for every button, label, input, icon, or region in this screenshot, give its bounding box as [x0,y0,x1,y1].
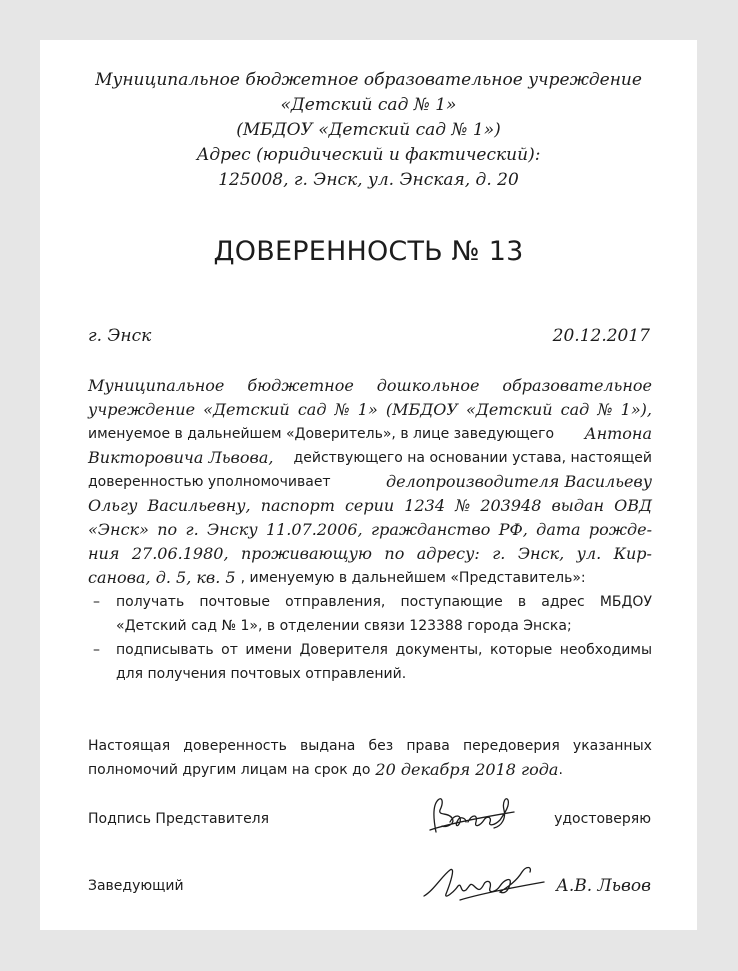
word: Кир- [613,544,652,563]
word: документы, [395,642,483,658]
word: права [406,738,450,754]
word: «Детский [466,400,553,419]
header-line: 125008, г. Энск, ул. Энская, д. 20 [218,170,519,190]
head-name: А.В. Львов [555,876,651,896]
word: 27.06.1980, [131,544,229,563]
representative-text: Викторовича Львова, [88,448,274,467]
word: Энск, [517,544,565,563]
word: в [517,594,527,610]
word: ОВД [614,496,652,515]
list-item [88,590,652,614]
body-text: , именуемую в дальнейшем «Представитель»: [240,570,586,586]
word: выдан [551,496,605,515]
header-line: «Детский сад № 1» [280,95,457,115]
word: Муниципальное [88,376,225,395]
header-line: Муниципальное бюджетное образовательное учреждение [95,70,642,90]
word: подписывать [116,642,214,658]
word: Ольгу [88,496,138,515]
header-line: Адрес (юридический и фактический): [196,145,541,165]
word: гражданство [370,520,491,539]
word: (МБДОУ [385,400,458,419]
list-item-text: «Детский сад № 1», в отделении связи 123388 города Энска; [116,618,572,634]
document-date: 20.12.2017 [552,326,650,346]
body-line [88,542,652,566]
document-title: ДОВЕРЕННОСТЬ № 13 [213,236,524,267]
header-line: (МБДОУ «Детский сад № 1») [236,120,501,140]
word: № [597,400,613,419]
word: сад [560,400,590,419]
word: адресу: [416,544,480,563]
list-item [88,638,652,662]
document-body [88,374,652,686]
word: доверенность [183,738,287,754]
word: сад [297,400,327,419]
word: дата [536,520,581,539]
word: серии [344,496,395,515]
word: указанных [572,738,652,754]
body-line [88,398,652,422]
word: МБДОУ [599,594,652,610]
word: 1234 [404,496,446,515]
word: поступающие [400,594,503,610]
list-item-continuation [88,614,652,638]
word: паспорт [260,496,335,515]
word: Энску [207,520,258,539]
organization-header [40,68,697,193]
certify-label: удостоверяю [554,811,651,827]
word: ния [88,544,120,563]
body-line [88,446,652,470]
address-text: санова, д. 5, кв. 5 [88,568,236,587]
word: по [384,544,405,563]
list-item-text [116,590,652,614]
body-line [88,494,652,518]
word: № [455,496,471,515]
city: г. Энск [88,326,152,346]
word: № [334,400,350,419]
representative-signature-label: Подпись Представителя [88,811,270,827]
word: которые [489,642,553,658]
word: выдана [300,738,356,754]
body-line [88,470,652,494]
word: образовательное [502,376,652,395]
word: рожде- [588,520,652,539]
word: проживающую [240,544,372,563]
word: 203948 [480,496,542,515]
closing-paragraph [88,734,652,782]
word: Настоящая [88,738,171,754]
word: бюджетное [247,376,354,395]
list-item-continuation [88,662,652,686]
word: 11.07.2006, [265,520,363,539]
word: почтовые [199,594,270,610]
word: г. [492,544,506,563]
word: передоверия [462,738,560,754]
closing-text: полномочий другим лицам на срок до [88,762,371,778]
word: 1» [357,400,378,419]
word: отправления, [285,594,386,610]
word: ул. [576,544,602,563]
list-dash: – [93,642,100,658]
word: «Детский [203,400,290,419]
word: учреждение [88,400,196,419]
expiry-date: 20 декабря 2018 года [375,760,559,779]
body-line [88,422,652,446]
body-line [88,518,652,542]
body-text: действующего на основании устава, настоящей [293,450,652,466]
closing-line [88,758,652,782]
list-item-text: для получения почтовых отправлений. [116,666,407,682]
representative-signature [428,792,518,838]
body-text: доверенностью уполномочивает [88,474,331,490]
word: от [221,642,238,658]
word: г. [185,520,199,539]
word: РФ, [498,520,528,539]
body-line [88,374,652,398]
word: дошкольное [376,376,480,395]
closing-line [88,734,652,758]
word: «Энск» [88,520,149,539]
list-item-text [116,638,652,662]
word: имени [245,642,292,658]
word: по [157,520,178,539]
word: без [368,738,394,754]
word: Васильевну, [147,496,251,515]
body-line [88,566,652,590]
word: 1»), [620,400,652,419]
word: необходимы [559,642,652,658]
head-signature [420,862,550,906]
body-text: именуемое в дальнейшем «Доверитель», в лице заведующего [88,426,555,442]
italic-text: делопроизводителя Васильеву [385,472,652,491]
word: получать [116,594,185,610]
word: Доверителя [299,642,388,658]
head-label: Заведующий [88,878,184,894]
document-page [40,40,697,930]
word: адрес [541,594,585,610]
italic-text: Антона [584,424,652,443]
list-dash: – [93,594,100,610]
closing-text: . [558,762,563,778]
